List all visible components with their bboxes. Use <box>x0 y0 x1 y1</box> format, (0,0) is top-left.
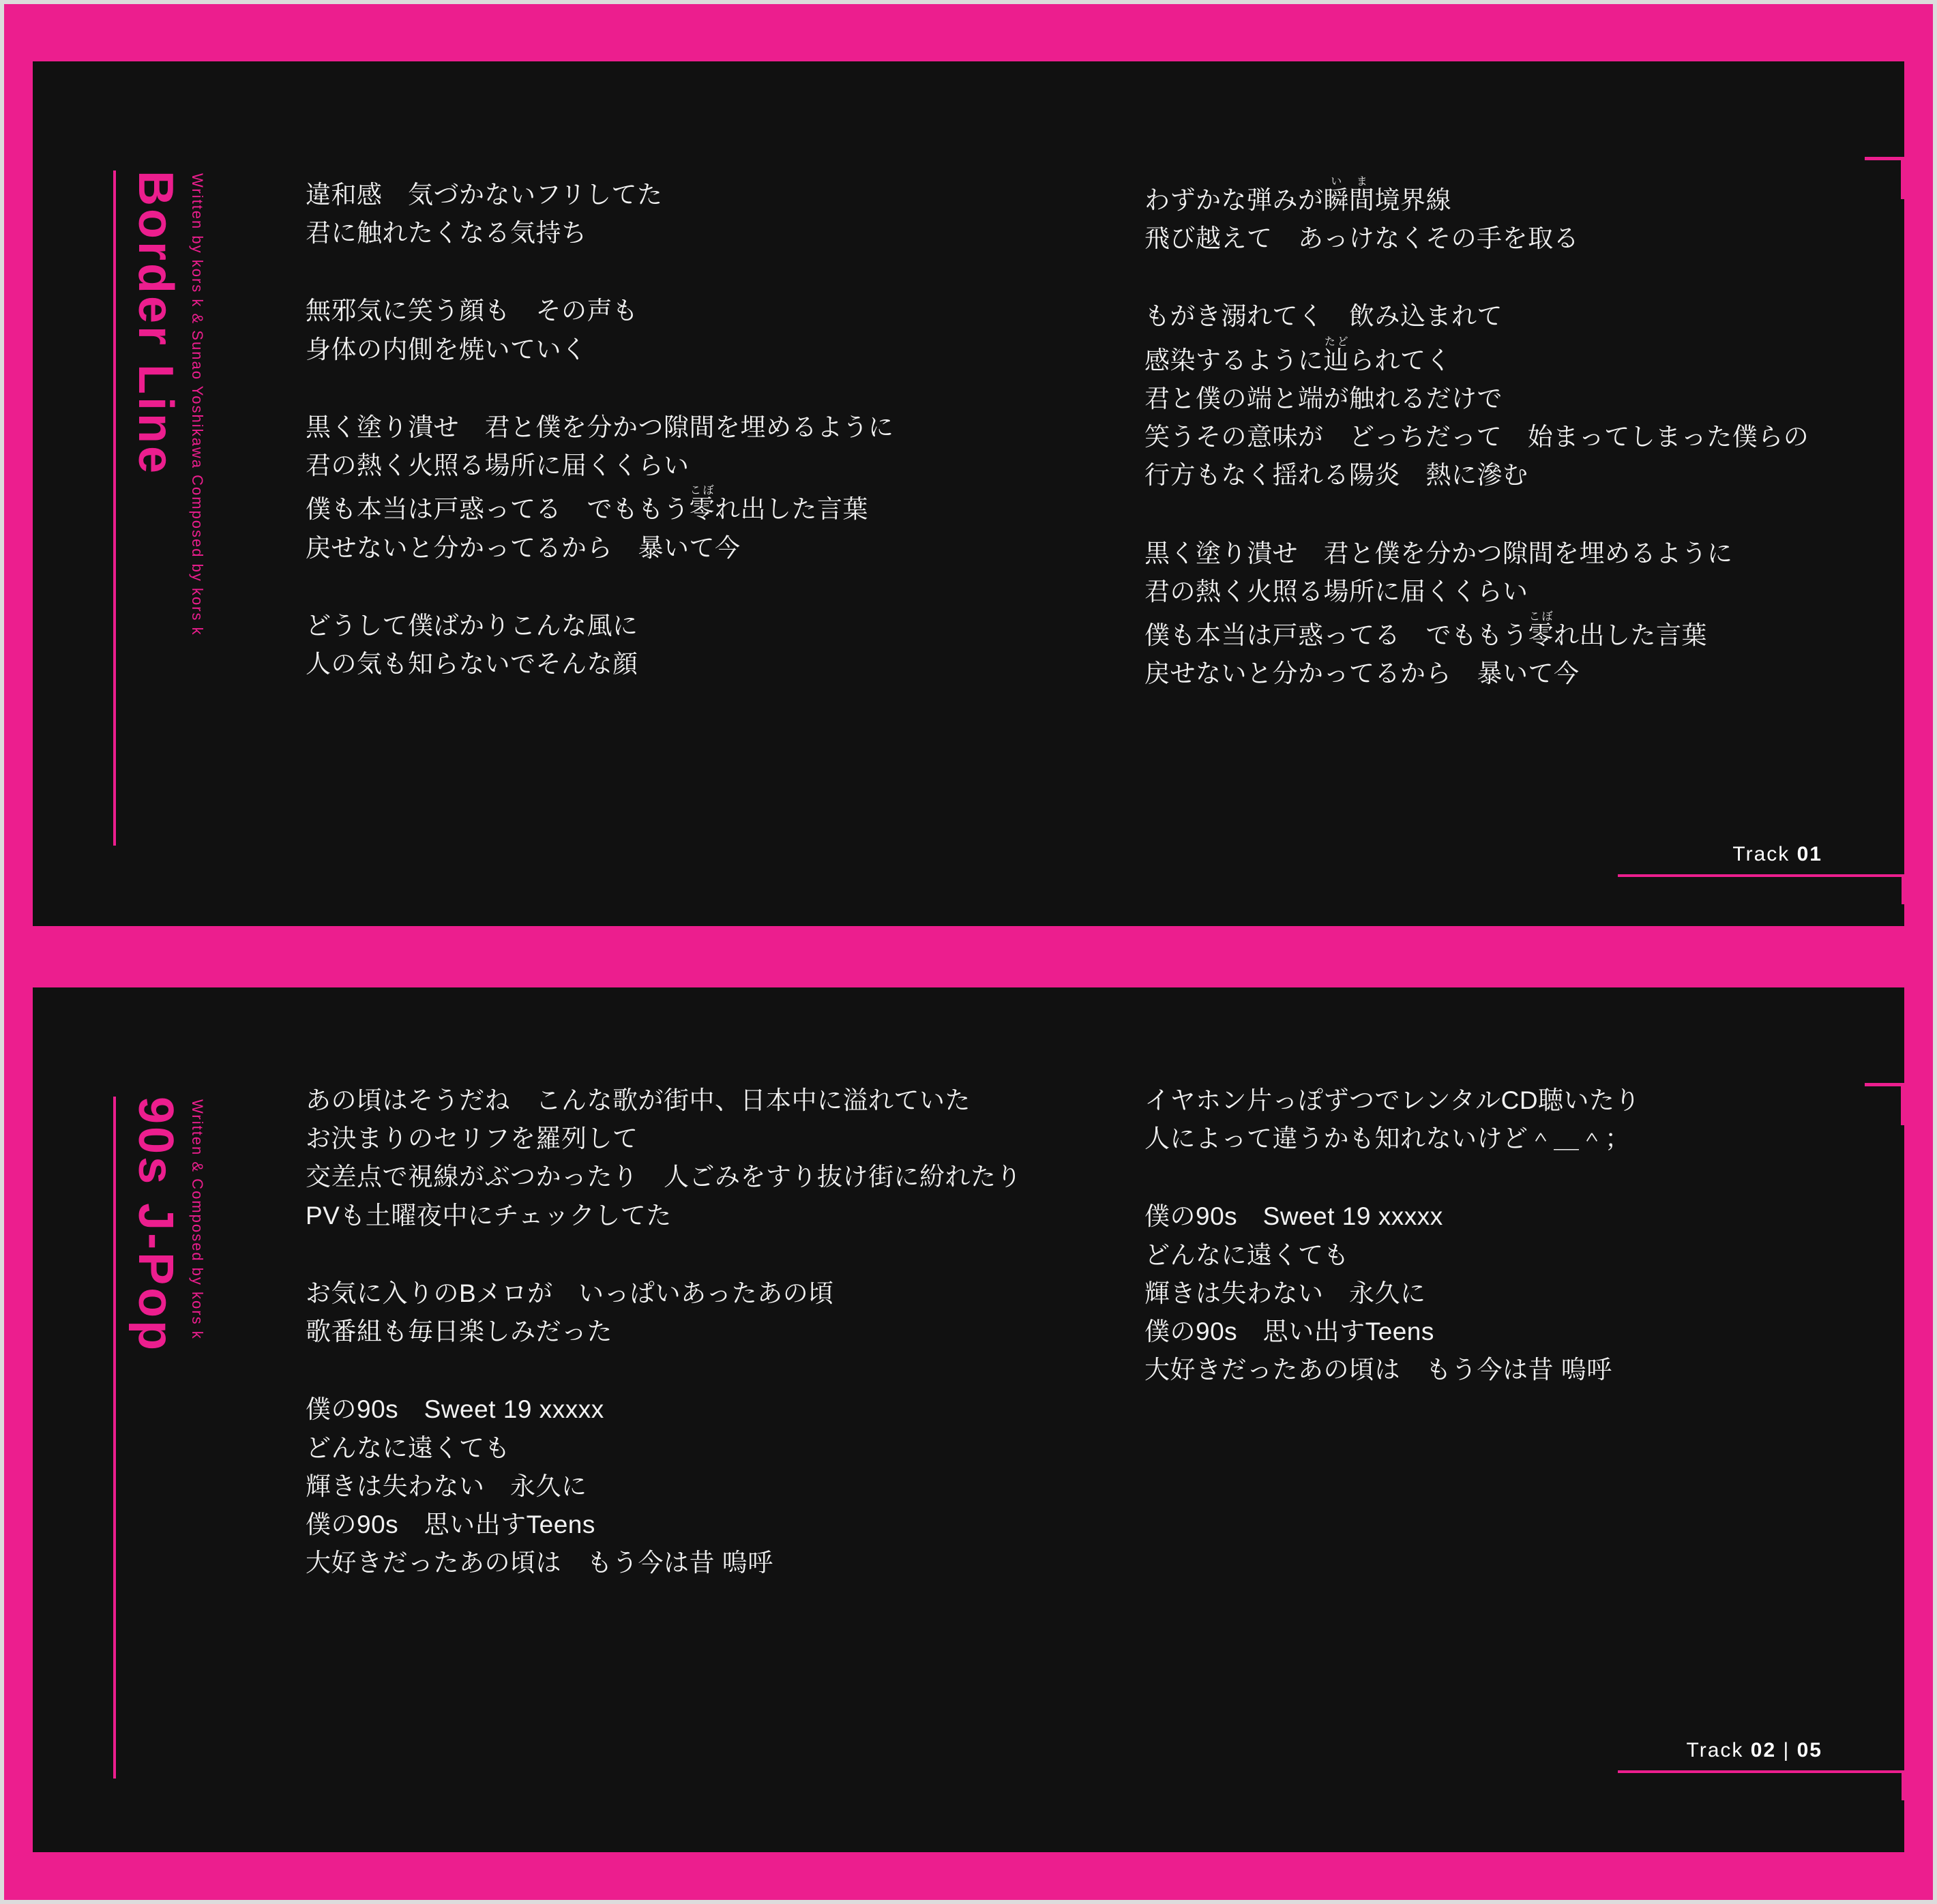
track-rule <box>1618 874 1904 877</box>
track-number: 02 <box>1750 1739 1777 1761</box>
lyric-line: 無邪気に笑う顔も その声も <box>306 297 638 325</box>
song-title: Border Line <box>128 170 183 477</box>
lyric-line: あの頃はそうだね こんな歌が街中、日本中に溢れていた <box>306 1086 971 1114</box>
track-marker <box>1687 1739 1822 1762</box>
lyric-line: どうして僕ばかりこんな風に <box>306 611 638 640</box>
lyric-line: 戻せないと分かってるから 暴いて今 <box>1144 659 1580 688</box>
lyric-line: 輝きは失わない 永久に <box>306 1472 587 1500</box>
lyric-line: お決まりのセリフを羅列して <box>306 1125 638 1153</box>
lyrics-column-left <box>306 1082 1144 1622</box>
stanza <box>1144 297 1937 494</box>
title-rule <box>113 1097 116 1779</box>
lyric-line: 君の熱く火照る場所に届くくらい <box>1144 577 1528 606</box>
ruby-annotation: 瞬間いま <box>1323 176 1375 214</box>
track-marker <box>1732 843 1822 866</box>
lyric-line: 大好きだったあの頃は もう今は昔 嗚呼 <box>1144 1356 1612 1384</box>
lyric-line: 人によって違うかも知れないけど＾＿＾； <box>1144 1125 1631 1153</box>
lyric-line: 交差点で視線がぶつかったり 人ごみをすり抜け街に紛れたり <box>306 1163 1022 1191</box>
lyric-line-with-ruby: 感染するように辿たどられてく <box>1144 336 1451 374</box>
lyric-line: もがき溺れてく 飲み込まれて <box>1144 302 1503 331</box>
ruby-annotation: 辿たど <box>1323 336 1349 374</box>
lyric-line: 身体の内側を焼いていく <box>306 335 587 363</box>
lyric-line: 僕の90s 思い出すTeens <box>1144 1318 1434 1346</box>
track-number: 01 <box>1796 843 1822 865</box>
title-rule <box>113 170 116 846</box>
track-rule <box>1618 1770 1904 1773</box>
corner-notch-horizontal <box>1865 157 1904 160</box>
lyric-line: 人の気も知らないでそんな顔 <box>306 650 638 679</box>
lyric-line-with-ruby: わずかな弾みが瞬間いま境界線 <box>1144 176 1451 214</box>
song-title-block <box>113 170 205 846</box>
lyric-line: 大好きだったあの頃は もう今は昔 嗚呼 <box>306 1549 773 1577</box>
lyric-line: 戻せないと分かってるから 暴いて今 <box>306 533 741 562</box>
track-separator: | <box>1783 1739 1790 1761</box>
lyric-line: どんなに遠くても <box>1144 1240 1349 1269</box>
lyric-line: 黒く塗り潰せ 君と僕を分かつ隙間を埋めるように <box>1144 539 1733 567</box>
lyrics-column-right <box>1144 176 1937 733</box>
lyrics-body <box>306 1082 1937 1622</box>
stanza <box>306 1390 1144 1582</box>
lyric-line: 黒く塗り潰せ 君と僕を分かつ隙間を埋めるように <box>306 413 894 441</box>
song-credits: Written by kors k & Sunao Yoshikawa Composed by kors k <box>189 173 206 636</box>
lyric-line: お気に入りのBメロが いっぱいあったあの頃 <box>306 1279 834 1307</box>
lyric-line: 飛び越えて あっけなくその手を取る <box>1144 224 1580 253</box>
lyric-line-with-ruby: 僕も本当は戸惑ってる でももう零こぼれ出した言葉 <box>306 485 868 524</box>
stanza <box>306 1275 1144 1351</box>
stanza <box>1144 1082 1937 1158</box>
lyric-line: どんなに遠くても <box>306 1433 510 1462</box>
song-title-block <box>113 1097 205 1779</box>
track-rule-vertical <box>1902 877 1904 904</box>
track-label: Track <box>1686 1739 1744 1761</box>
track-total: 05 <box>1796 1739 1822 1761</box>
ruby-annotation: 零こぼ <box>689 485 715 524</box>
song-panel-border-line <box>33 61 1904 926</box>
stanza <box>306 292 1144 368</box>
lyric-line: 君と僕の端と端が触れるだけで <box>1144 384 1503 413</box>
lyric-line: 僕の90s Sweet 19 xxxxx <box>306 1395 604 1424</box>
track-rule-vertical <box>1902 1773 1904 1800</box>
lyric-line: 僕の90s 思い出すTeens <box>306 1511 595 1539</box>
lyric-line: 歌番組も毎日楽しみだった <box>306 1318 612 1346</box>
track-label: Track <box>1732 843 1790 865</box>
stanza <box>306 176 1144 252</box>
lyric-line: 笑うその意味が どっちだって 始まってしまった僕らの <box>1144 423 1809 451</box>
song-credits: Written & Composed by kors k <box>189 1099 206 1340</box>
song-title: 90s J-Pop <box>128 1097 183 1354</box>
stanza <box>1144 176 1937 258</box>
lyric-line: PVも土曜夜中にチェックしてた <box>306 1201 672 1230</box>
stanza <box>306 1082 1144 1235</box>
song-panel-90s-jpop <box>33 987 1904 1852</box>
ruby-annotation: 零こぼ <box>1528 611 1554 650</box>
stanza <box>1144 535 1937 694</box>
lyric-line-with-ruby: 僕も本当は戸惑ってる でももう零こぼれ出した言葉 <box>1144 611 1707 650</box>
lyric-line: 違和感 気づかないフリしてた <box>306 181 663 209</box>
lyrics-column-left <box>306 176 1144 733</box>
stanza <box>306 408 1144 567</box>
lyric-line: 僕の90s Sweet 19 xxxxx <box>1144 1202 1443 1231</box>
lyrics-column-right <box>1144 1082 1937 1622</box>
lyric-line: 輝きは失わない 永久に <box>1144 1279 1426 1307</box>
stanza <box>1144 1198 1937 1389</box>
lyric-line: 君に触れたくなる気持ち <box>306 219 587 248</box>
lyric-line: 行方もなく揺れる陽炎 熱に滲む <box>1144 461 1528 490</box>
lyrics-body <box>306 176 1937 733</box>
stanza <box>306 607 1144 683</box>
lyric-line: 君の熱く火照る場所に届くくらい <box>306 451 690 480</box>
lyric-line: イヤホン片っぽずつでレンタルCD聴いたり <box>1144 1086 1641 1114</box>
